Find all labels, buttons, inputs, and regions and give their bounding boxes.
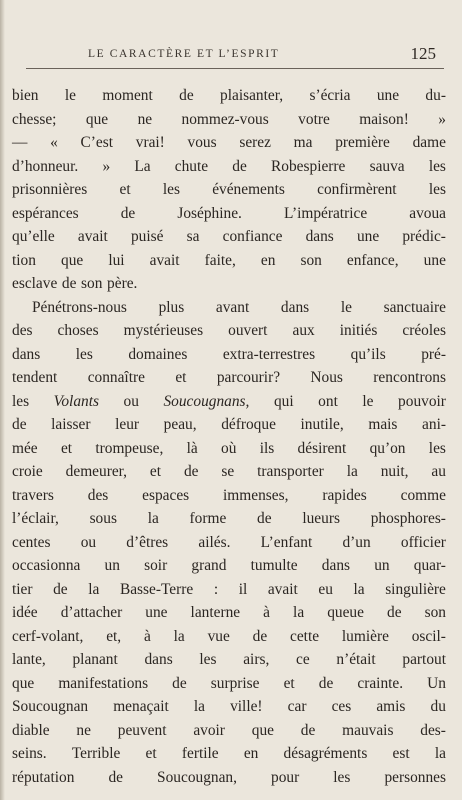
- text-line: tendent connaître et parcourir? Nous rencontrons: [12, 369, 446, 386]
- text-line: qu’elle avait puisé sa confiance dans une prédic-: [12, 228, 446, 245]
- text-line: croie demeurer, et de se transporter la nuit, au: [12, 463, 446, 480]
- header-rule: [26, 68, 444, 69]
- page-edge-shadow: [0, 0, 5, 800]
- body-text: [12, 84, 446, 789]
- text-line: travers des espaces immenses, rapides comme: [12, 486, 446, 504]
- text-line: de laisser leur peau, défroque inutile, mais ani-: [12, 416, 446, 433]
- text-line: tion que lui avait faite, en son enfance, une: [12, 251, 446, 269]
- text-line: espérances de Joséphine. L’impératrice avoua: [12, 204, 446, 222]
- text-line: prisonnières et les événements confirmèrent les: [12, 181, 446, 198]
- text-line: centes ou d’êtres ailés. L’enfant d’un officier: [12, 533, 446, 551]
- text-line: des choses mystérieuses ouvert aux initiés créoles: [12, 322, 446, 339]
- running-title: LE CARACTÈRE ET L’ESPRIT: [88, 48, 280, 60]
- text-line: diable ne peuvent avoir que de mauvais des-: [12, 721, 446, 739]
- text-line: dans les domaines extra-terrestres qu’ils pré-: [12, 345, 446, 363]
- text-line: réputation de Soucougnan, pour les personnes: [12, 768, 446, 786]
- text-line: l’éclair, sous la forme de lueurs phosphores-: [12, 510, 446, 527]
- text-line: idée d’attacher une lanterne à la queue de son: [12, 604, 446, 621]
- text-line: d’honneur. » La chute de Robespierre sauva les: [12, 157, 446, 175]
- text-line: occasionna un soir grand tumulte dans un quar-: [12, 557, 446, 574]
- text-line: Soucougnan menaçait la ville! car ces amis du: [12, 698, 446, 715]
- text-line: cerf-volant, et, à la vue de cette lumière oscil-: [12, 627, 446, 645]
- text-line: seins. Terrible et fertile en désagréments est la: [12, 745, 446, 762]
- text-line: — « C’est vrai! vous serez ma première dame: [12, 134, 446, 151]
- text-line: chesse; que ne nommez-vous votre maison! »: [12, 110, 446, 128]
- page-number: 125: [410, 44, 436, 63]
- text-line: tier de la Basse-Terre : il avait eu la singulière: [12, 580, 446, 598]
- text-line: bien le moment de plaisanter, s’écria une du-: [12, 87, 446, 104]
- text-line: esclave de son père.: [12, 275, 138, 292]
- text-line: lante, planant dans les airs, ce n’était partout: [12, 651, 446, 668]
- text-line: les Volants ou Soucougnans, qui ont le pouvoir: [12, 392, 446, 410]
- text-line: Pénétrons-nous plus avant dans le sanctuaire: [32, 298, 446, 316]
- text-line: que manifestations de surprise et de crainte. Un: [12, 674, 446, 692]
- page-header: [70, 44, 442, 64]
- text-line: mée et trompeuse, là où ils désirent qu’on les: [12, 439, 446, 457]
